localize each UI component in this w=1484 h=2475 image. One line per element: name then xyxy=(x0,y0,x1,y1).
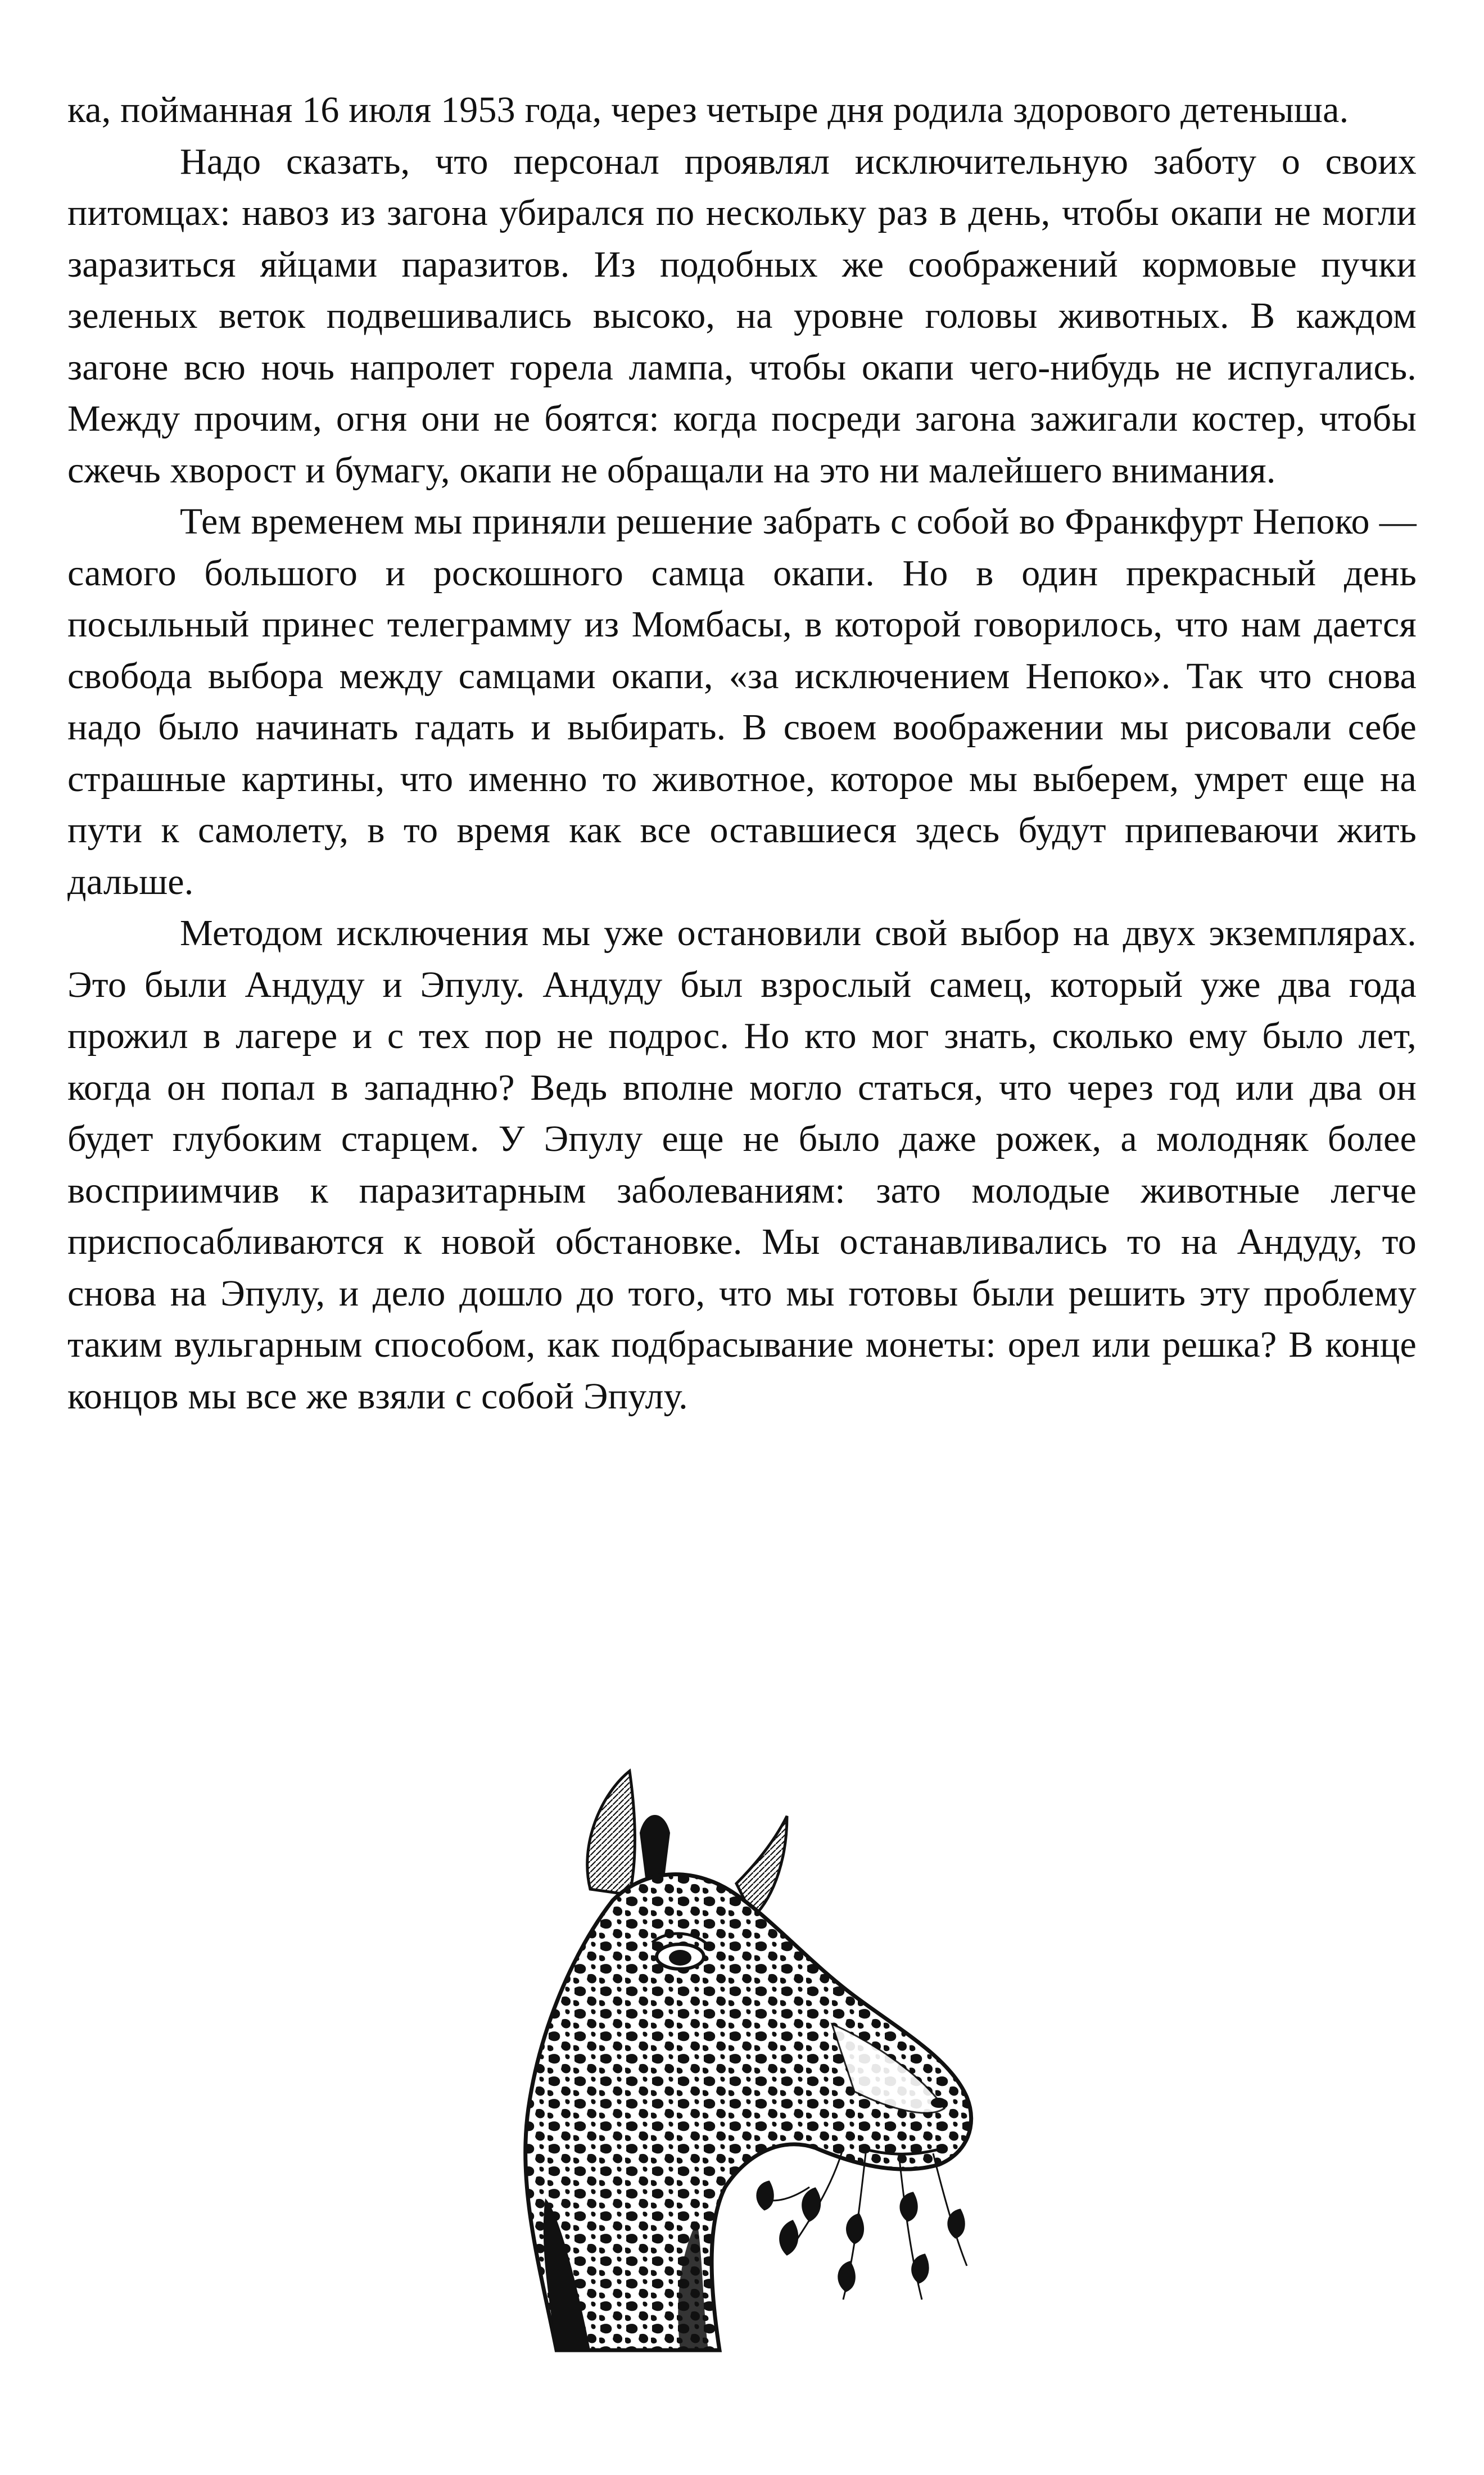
paragraph-selection: Методом исключения мы уже остановили свой выбор на двух экземплярах. Это были Андуду и Эпулу. Андуду был взрослый самец, который уже два года прожил в лагере и с тех пор не подрос. Но кто мог знать, сколько ему было лет, когда он попал в западню? Ведь вполне могло статься, что через год или два он будет глубоким старцем. У Эпулу еще не было даже рожек, а молодняк более восприимчив к паразитарным заболеваниям: зато молодые животные легче приспосабливаются к новой обстановке. Мы останавливались то на Андуду, то снова на Эпулу, и дело дошло до того, что мы готовы были решить эту проблему таким вульгарным способом, как подбрасывание монеты: орел или решка? В конце концов мы все же взяли с собой Эпулу. xyxy=(67,913,1417,1417)
paragraph-care: Надо сказать, что персонал проявлял исключительную заботу о своих питомцах: навоз из загона убирался по нескольку раз в день, чтобы окапи не могли заразиться яйцами паразитов. Из подобных же соображений кормовые пучки зеленых веток подвешивались высоко, на уровне головы животных. В каждом загоне всю ночь напролет горела лампа, чтобы окапи чего-нибудь не испугались. Между прочим, огня они не боятся: когда посреди загона зажигали костер, чтобы сжечь хворост и бумагу, окапи не обращали на это ни малейшего внимания. xyxy=(67,141,1417,491)
paragraph-decision: Тем временем мы приняли решение забрать с собой во Франкфурт Непоко — самого большого и роскошного самца окапи. Но в один прекрасный день посыльный принес телеграмму из Момбасы, в которой говорилось, что нам дается свобода выбора между самцами окапи, «за исключением Непоко». Так что снова надо было начинать гадать и выбирать. В своем воображении мы рисовали себе страшные картины, что именно то животное, которое мы выберем, умрет еще на пути к самолету, в то время как все оставшиеся здесь будут припеваючи жить дальше. xyxy=(67,501,1417,902)
left-ear-shape xyxy=(587,1771,635,1895)
body-text xyxy=(67,84,1417,1422)
okapi-head-illustration xyxy=(495,1760,1012,2361)
leaves-shape xyxy=(757,2148,967,2300)
paragraph-continuation: ка, пойманная 16 июля 1953 года, через четыре дня родила здорового детеныша. xyxy=(67,89,1349,130)
